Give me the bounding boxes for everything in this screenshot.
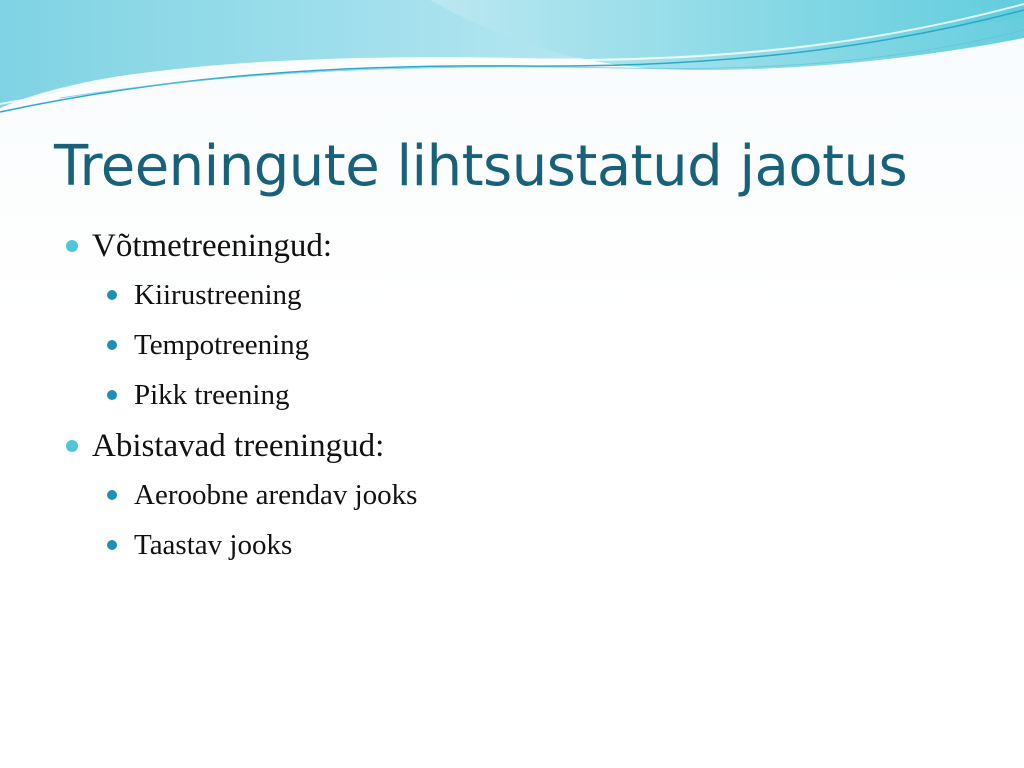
- bullet-icon: [66, 440, 78, 452]
- list-item-label: Kiirustreening: [134, 279, 302, 311]
- list-item: [62, 320, 962, 370]
- bullet-icon: [107, 540, 117, 550]
- list-item-label: Pikk treening: [134, 379, 290, 411]
- bullet-icon: [107, 490, 117, 500]
- list-item: [62, 470, 962, 520]
- bullet-icon: [107, 390, 117, 400]
- list-item-label: Tempotreening: [134, 329, 310, 361]
- bullet-icon: [107, 290, 117, 300]
- section-label: Abistavad treeningud:: [92, 428, 385, 464]
- list-item: [62, 370, 962, 420]
- list-item: [62, 270, 962, 320]
- list-item-label: Aeroobne arendav jooks: [134, 479, 418, 511]
- list-item: [62, 520, 962, 570]
- section-label: Võtmetreeningud:: [92, 228, 333, 264]
- bullet-icon: [66, 240, 78, 252]
- bullet-list: [62, 222, 962, 570]
- list-item-label: Taastav jooks: [134, 529, 293, 561]
- bullet-icon: [107, 340, 117, 350]
- section-heading-supporting-trainings: [62, 422, 962, 470]
- section-heading-key-trainings: [62, 222, 962, 270]
- wave-decoration: [0, 0, 1024, 120]
- slide-title: Treeningute lihtsustatud jaotus: [54, 134, 908, 199]
